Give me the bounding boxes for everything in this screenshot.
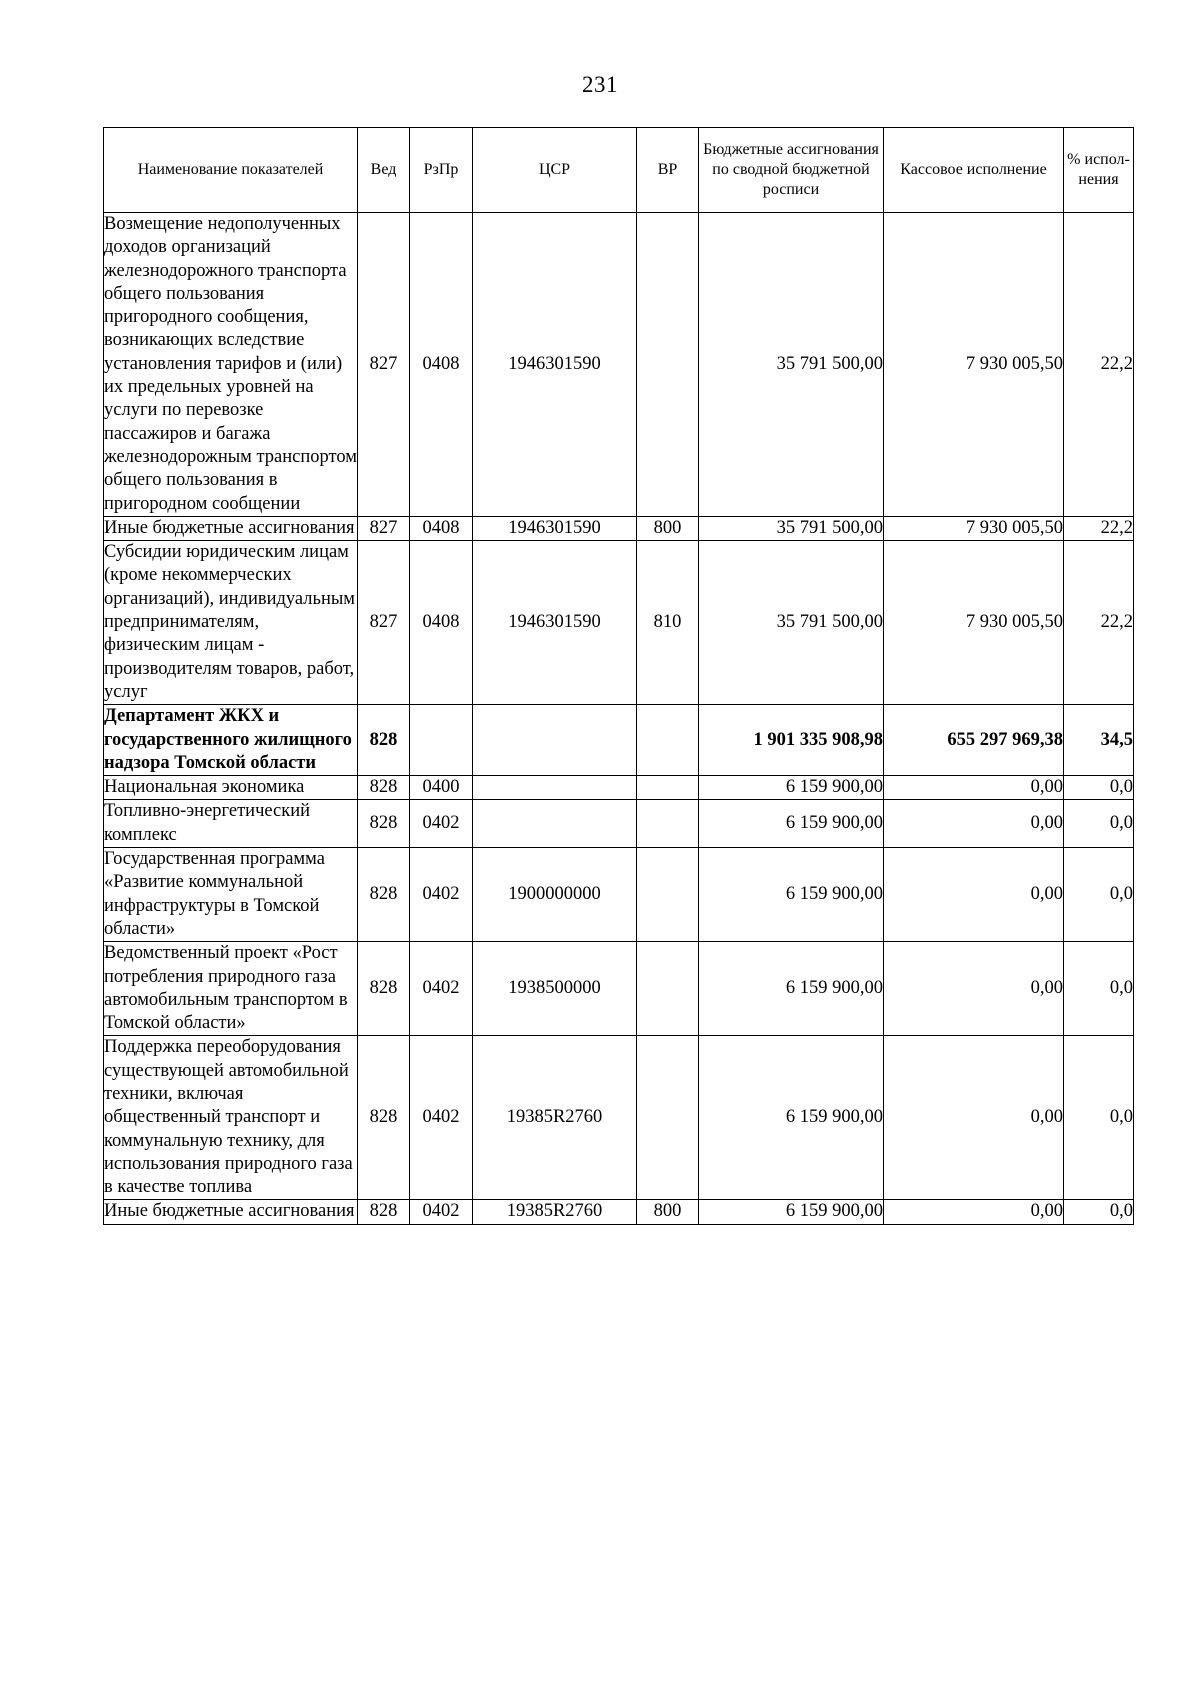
row-csr: 19385R2760 — [473, 1036, 637, 1200]
header-vr: ВР — [637, 128, 699, 213]
row-percent: 22,2 — [1064, 541, 1134, 705]
page-number: 231 — [582, 72, 618, 97]
row-name: Возмещение недополученных доходов организаций железнодорожного транспорта общего пользования пригородного сообщения, возникающих вследствие установления тарифов и (или) их предельных уровней на услуги по перевозке пассажиров и багажа железнодорожным транспортом общего пользования в пригородном сообщении — [104, 213, 358, 517]
row-vr: 800 — [637, 516, 699, 540]
header-csr: ЦСР — [473, 128, 637, 213]
table-body — [104, 213, 1134, 1225]
row-percent: 0,0 — [1064, 942, 1134, 1036]
row-assignments: 6 159 900,00 — [699, 1200, 884, 1224]
row-rzpr: 0408 — [410, 541, 473, 705]
row-percent: 0,0 — [1064, 848, 1134, 942]
row-ved: 828 — [358, 942, 410, 1036]
header-rzpr: РзПр — [410, 128, 473, 213]
row-name: Национальная экономика — [104, 776, 358, 800]
table-row — [104, 541, 1134, 705]
row-vr — [637, 800, 699, 848]
table-row — [104, 1036, 1134, 1200]
row-percent: 0,0 — [1064, 1036, 1134, 1200]
row-percent: 0,0 — [1064, 776, 1134, 800]
row-percent: 0,0 — [1064, 1200, 1134, 1224]
row-cash-execution: 0,00 — [884, 1200, 1064, 1224]
row-name: Иные бюджетные ассигнования — [104, 516, 358, 540]
row-cash-execution: 0,00 — [884, 776, 1064, 800]
row-ved: 827 — [358, 213, 410, 517]
row-cash-execution: 655 297 969,38 — [884, 705, 1064, 776]
row-ved: 828 — [358, 800, 410, 848]
row-name: Топливно-энергетический комплекс — [104, 800, 358, 848]
row-ved: 827 — [358, 516, 410, 540]
table-row — [104, 1200, 1134, 1224]
row-name: Ведомственный проект «Рост потребления природного газа автомобильным транспортом в Томской области» — [104, 942, 358, 1036]
row-csr: 1946301590 — [473, 516, 637, 540]
table-row — [104, 942, 1134, 1036]
row-cash-execution: 0,00 — [884, 800, 1064, 848]
row-vr — [637, 705, 699, 776]
row-csr: 1900000000 — [473, 848, 637, 942]
row-csr: 1946301590 — [473, 541, 637, 705]
table-row — [104, 776, 1134, 800]
row-rzpr: 0402 — [410, 1036, 473, 1200]
row-percent: 0,0 — [1064, 800, 1134, 848]
row-rzpr — [410, 705, 473, 776]
row-name: Государственная программа «Развитие коммунальной инфраструктуры в Томской области» — [104, 848, 358, 942]
row-csr — [473, 776, 637, 800]
row-rzpr: 0400 — [410, 776, 473, 800]
header-cash-execution: Кассовое исполнение — [884, 128, 1064, 213]
row-assignments: 35 791 500,00 — [699, 213, 884, 517]
table-row — [104, 516, 1134, 540]
row-name: Иные бюджетные ассигнования — [104, 1200, 358, 1224]
row-csr — [473, 705, 637, 776]
table-header-row — [104, 128, 1134, 213]
table-row — [104, 705, 1134, 776]
row-csr: 1946301590 — [473, 213, 637, 517]
row-ved: 828 — [358, 848, 410, 942]
row-vr — [637, 1036, 699, 1200]
row-csr: 1938500000 — [473, 942, 637, 1036]
row-ved: 828 — [358, 776, 410, 800]
row-csr: 19385R2760 — [473, 1200, 637, 1224]
row-cash-execution: 0,00 — [884, 942, 1064, 1036]
row-percent: 34,5 — [1064, 705, 1134, 776]
row-assignments: 35 791 500,00 — [699, 516, 884, 540]
header-assignments: Бюджетные ассигнования по сводной бюджетной росписи — [699, 128, 884, 213]
header-name: Наименование показателей — [104, 128, 358, 213]
row-rzpr: 0402 — [410, 1200, 473, 1224]
table-row — [104, 800, 1134, 848]
row-assignments: 35 791 500,00 — [699, 541, 884, 705]
header-ved: Вед — [358, 128, 410, 213]
row-assignments: 6 159 900,00 — [699, 800, 884, 848]
row-ved: 828 — [358, 705, 410, 776]
row-csr — [473, 800, 637, 848]
row-vr — [637, 213, 699, 517]
row-name: Департамент ЖКХ и государственного жилищного надзора Томской области — [104, 705, 358, 776]
row-percent: 22,2 — [1064, 213, 1134, 517]
row-assignments: 6 159 900,00 — [699, 776, 884, 800]
header-percent: % испол-нения — [1064, 128, 1134, 213]
row-assignments: 1 901 335 908,98 — [699, 705, 884, 776]
row-vr — [637, 942, 699, 1036]
row-rzpr: 0408 — [410, 516, 473, 540]
row-rzpr: 0402 — [410, 800, 473, 848]
table-row — [104, 848, 1134, 942]
row-assignments: 6 159 900,00 — [699, 942, 884, 1036]
row-vr: 800 — [637, 1200, 699, 1224]
row-rzpr: 0402 — [410, 942, 473, 1036]
row-ved: 827 — [358, 541, 410, 705]
row-vr: 810 — [637, 541, 699, 705]
row-cash-execution: 7 930 005,50 — [884, 516, 1064, 540]
row-assignments: 6 159 900,00 — [699, 848, 884, 942]
row-name: Субсидии юридическим лицам (кроме некоммерческих организаций), индивидуальным предпринимателям, физическим лицам - производителям товаров, работ, услуг — [104, 541, 358, 705]
table-row — [104, 213, 1134, 517]
row-assignments: 6 159 900,00 — [699, 1036, 884, 1200]
row-rzpr: 0408 — [410, 213, 473, 517]
row-cash-execution: 0,00 — [884, 1036, 1064, 1200]
row-name: Поддержка переоборудования существующей автомобильной техники, включая общественный транспорт и коммунальную технику, для использования природного газа в качестве топлива — [104, 1036, 358, 1200]
row-ved: 828 — [358, 1036, 410, 1200]
row-percent: 22,2 — [1064, 516, 1134, 540]
row-vr — [637, 848, 699, 942]
row-cash-execution: 0,00 — [884, 848, 1064, 942]
budget-execution-table — [103, 127, 1134, 1225]
row-cash-execution: 7 930 005,50 — [884, 213, 1064, 517]
row-rzpr: 0402 — [410, 848, 473, 942]
row-ved: 828 — [358, 1200, 410, 1224]
row-cash-execution: 7 930 005,50 — [884, 541, 1064, 705]
row-vr — [637, 776, 699, 800]
